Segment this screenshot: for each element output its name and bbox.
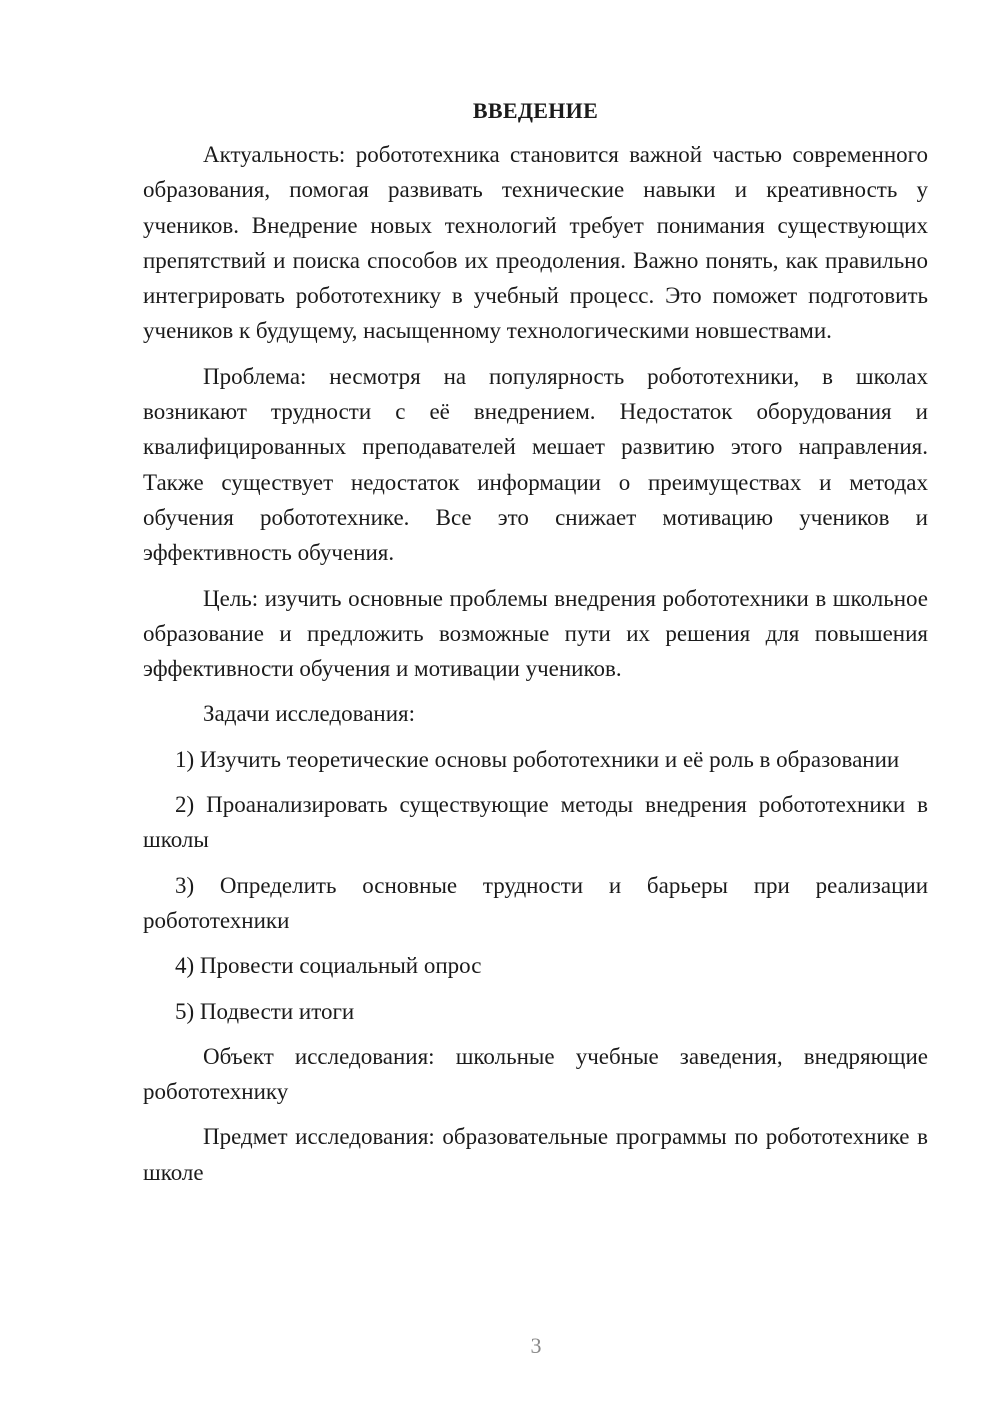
page-number: 3 <box>530 1333 542 1358</box>
task-item: 4) Провести социальный опрос <box>175 953 482 979</box>
task-item: 1) Изучить теоретические основы робототехники и её роль в образовании <box>175 746 900 772</box>
goal-paragraph: Цель: изучить основные проблемы внедрения робототехники в школьное образование и предложить возможные пути их решения для повышения эффективности обучения и мотивации учеников. <box>143 585 928 682</box>
relevance-paragraph: Актуальность: робототехника становится важной частью современного образования, помогая развивать технические навыки и креативность у учеников. Внедрение новых технологий требует понимания существующих препятствий и поиска способов их преодоления. Важно понять, как правильно интегрировать робототехнику в учебный процесс. Это поможет подготовить учеников к будущему, насыщенному технологическими новшествами. <box>143 142 928 344</box>
section-title: ВВЕДЕНИЕ <box>472 98 599 123</box>
task-item: 3) Определить основные трудности и барьеры при реализации робототехники <box>143 872 928 933</box>
task-item: 2) Проанализировать существующие методы внедрения робототехники в школы <box>143 792 928 853</box>
problem-paragraph: Проблема: несмотря на популярность робототехники, в школах возникают трудности с её внедрением. Недостаток оборудования и квалифицированных преподавателей мешает развитию этого направления. Также существует недостаток информации о преимуществах и методах обучения робототехнике. Все это снижает мотивацию учеников и эффективность обучения. <box>143 363 928 566</box>
document-page <box>143 96 928 1200</box>
research-object-paragraph: Объект исследования: школьные учебные заведения, внедряющие робототехнику <box>143 1043 928 1105</box>
tasks-heading: Задачи исследования: <box>203 701 416 727</box>
task-item: 5) Подвести итоги <box>175 998 355 1024</box>
research-subject-paragraph: Предмет исследования: образовательные программы по робототехнике в школе <box>143 1124 928 1185</box>
